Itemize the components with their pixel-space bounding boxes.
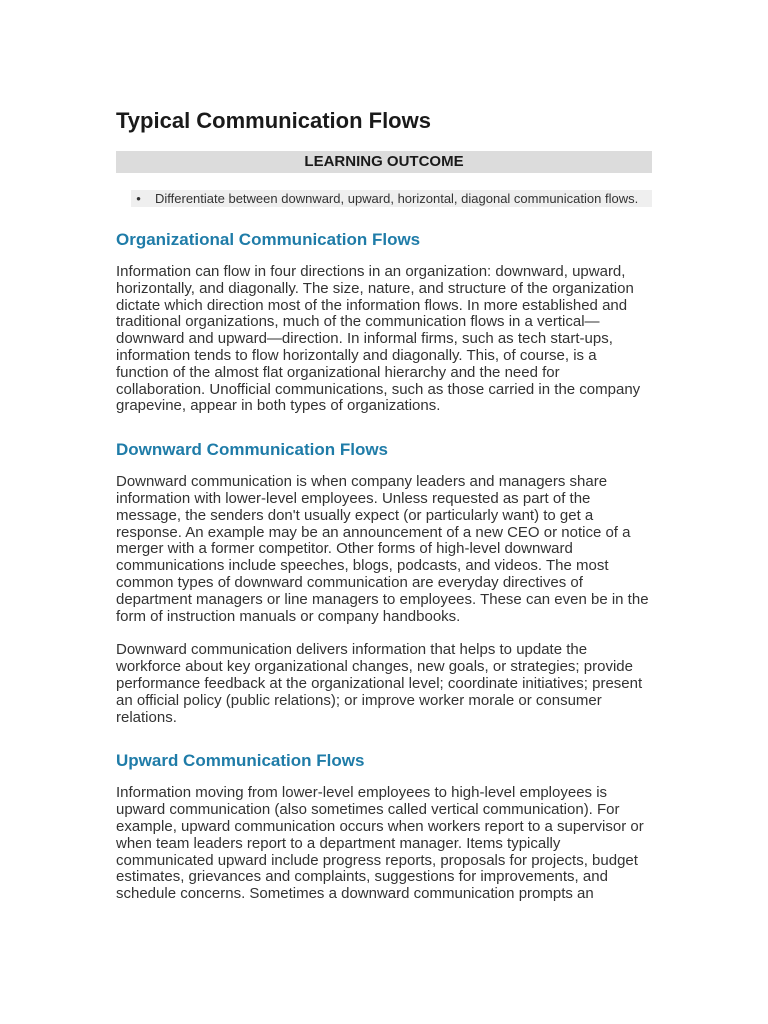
document-page — [116, 106, 652, 903]
learning-outcome-list — [131, 190, 652, 207]
section-heading-upward: Upward Communication Flows — [116, 751, 365, 771]
section-heading-downward: Downward Communication Flows — [116, 440, 389, 460]
bullet-icon: • — [136, 191, 141, 206]
learning-outcome-header: LEARNING OUTCOME — [116, 151, 652, 173]
section-paragraph: Information moving from lower-level employees to high-level employees is upward communication (also sometimes called vertical communication). For example, upward communication occurs when workers report to a supervisor or when team leaders report to a department manager. Items typically communicated upward include progress reports, proposals for projects, budget estimates, grievances and complaints, suggestions for improvements, and schedule concerns. Sometimes a downward communication prompts an — [116, 784, 644, 903]
section-paragraph: Downward communication is when company leaders and managers share information with lower-level employees. Unless requested as part of the message, the senders don't usually expect (or particularly want) to get a response. An example may be an announcement of a new CEO or notice of a merger with a former competitor. Other forms of high-level downward communications include speeches, blogs, podcasts, and videos. The most common types of downward communication are everyday directives of department managers or line managers to employees. These can even be in the form of instruction manuals or company handbooks. — [116, 473, 649, 625]
section-heading-organizational: Organizational Communication Flows — [116, 230, 421, 249]
section-paragraph: Downward communication delivers information that helps to update the workforce about key organizational changes, new goals, or strategies; provide performance feedback at the organizational level; coordinate initiatives; present an official policy (public relations); or improve worker morale or consumer relations. — [116, 641, 643, 726]
section-paragraph: Information can flow in four directions in an organization: downward, upward, horizontally, and diagonally. The size, nature, and structure of the organization dictate which direction most of the information flows. In more established and traditional organizations, much of the communication flows in a vertical—downward and upward—direction. In informal firms, such as tech start-ups, information tends to flow horizontally and diagonally. This, of course, is a function of the almost flat organizational hierarchy and the need for collaboration. Unofficial communications, such as those carried in the company grapevine, appear in both types of organizations. — [116, 263, 641, 415]
learning-outcome-item: Differentiate between downward, upward, horizontal, diagonal communication flows. — [155, 191, 639, 206]
page-title: Typical Communication Flows — [116, 108, 431, 133]
